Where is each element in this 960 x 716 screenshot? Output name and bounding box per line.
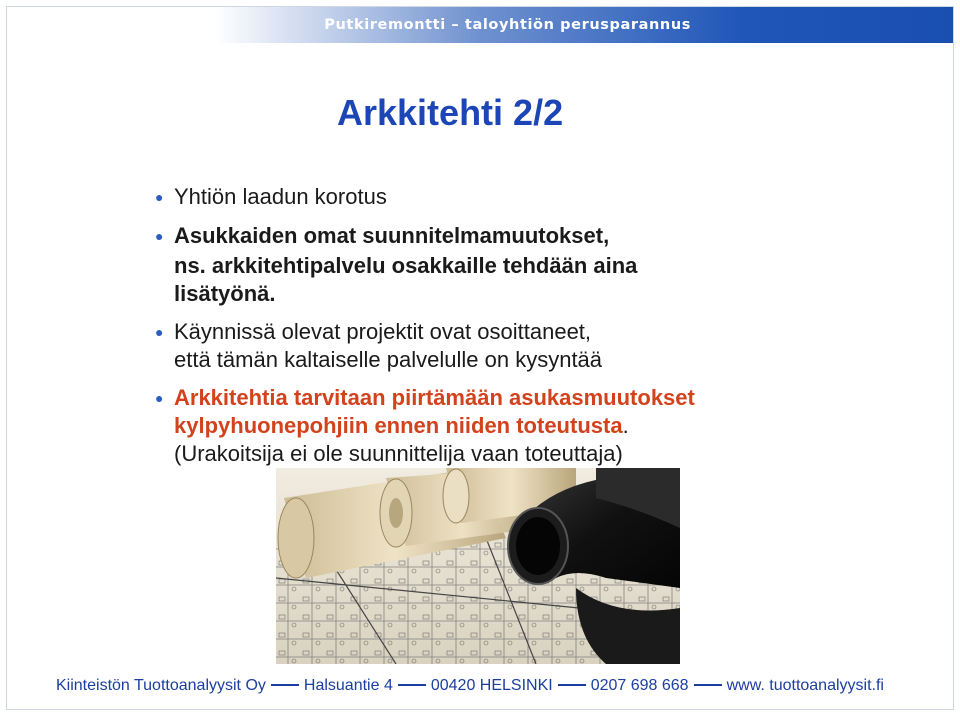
bullet-2-line-3: lisätyönä.: [174, 281, 276, 306]
bullet-dot-icon: ●: [155, 228, 164, 244]
slide-title: Arkkitehti 2/2: [337, 92, 564, 133]
bullet-4-line-2-period: .: [622, 413, 629, 438]
footer-phone: 0207 698 668: [590, 677, 689, 694]
footer-separator: [271, 684, 299, 686]
footer-web: www. tuottoanalyysit.fi: [726, 677, 884, 694]
footer-separator: [694, 684, 722, 686]
footer-city: 00420 HELSINKI: [430, 677, 553, 694]
bullet-3-line-2: että tämän kaltaiselle palvelulle on kysyntää: [174, 347, 603, 372]
blueprints-photo: [276, 468, 680, 664]
bullet-3-line-1: Käynnissä olevat projektit ovat osoittaneet,: [174, 319, 592, 344]
bullet-4-line-2-text: kylpyhuonepohjiin ennen niiden toteutusta: [174, 413, 623, 438]
blueprints-illustration: [276, 468, 680, 664]
bullet-4-line-3: (Urakoitsija ei ole suunnittelija vaan toteuttaja): [174, 441, 623, 466]
bullet-dot-icon: ●: [155, 390, 164, 406]
bullet-4-line-2: [174, 413, 629, 439]
bullet-4-line-1: Arkkitehtia tarvitaan piirtämään asukasmuutokset: [174, 385, 695, 410]
footer-separator: [558, 684, 586, 686]
bullet-2-line-2: ns. arkkitehtipalvelu osakkaille tehdään aina: [174, 253, 638, 278]
bullet-dot-icon: ●: [155, 324, 164, 340]
footer-separator: [398, 684, 426, 686]
bullet-2-line-1: Asukkaiden omat suunnitelmamuutokset,: [174, 223, 610, 248]
footer-address: Halsuantie 4: [303, 677, 393, 694]
bullet-dot-icon: ●: [155, 189, 164, 205]
footer: [56, 677, 884, 695]
bullet-1-line-1: Yhtiön laadun korotus: [174, 184, 387, 209]
header-title: Putkiremontti – taloyhtiön perusparannus: [324, 17, 691, 33]
footer-company: Kiinteistön Tuottoanalyysit Oy: [56, 677, 266, 694]
